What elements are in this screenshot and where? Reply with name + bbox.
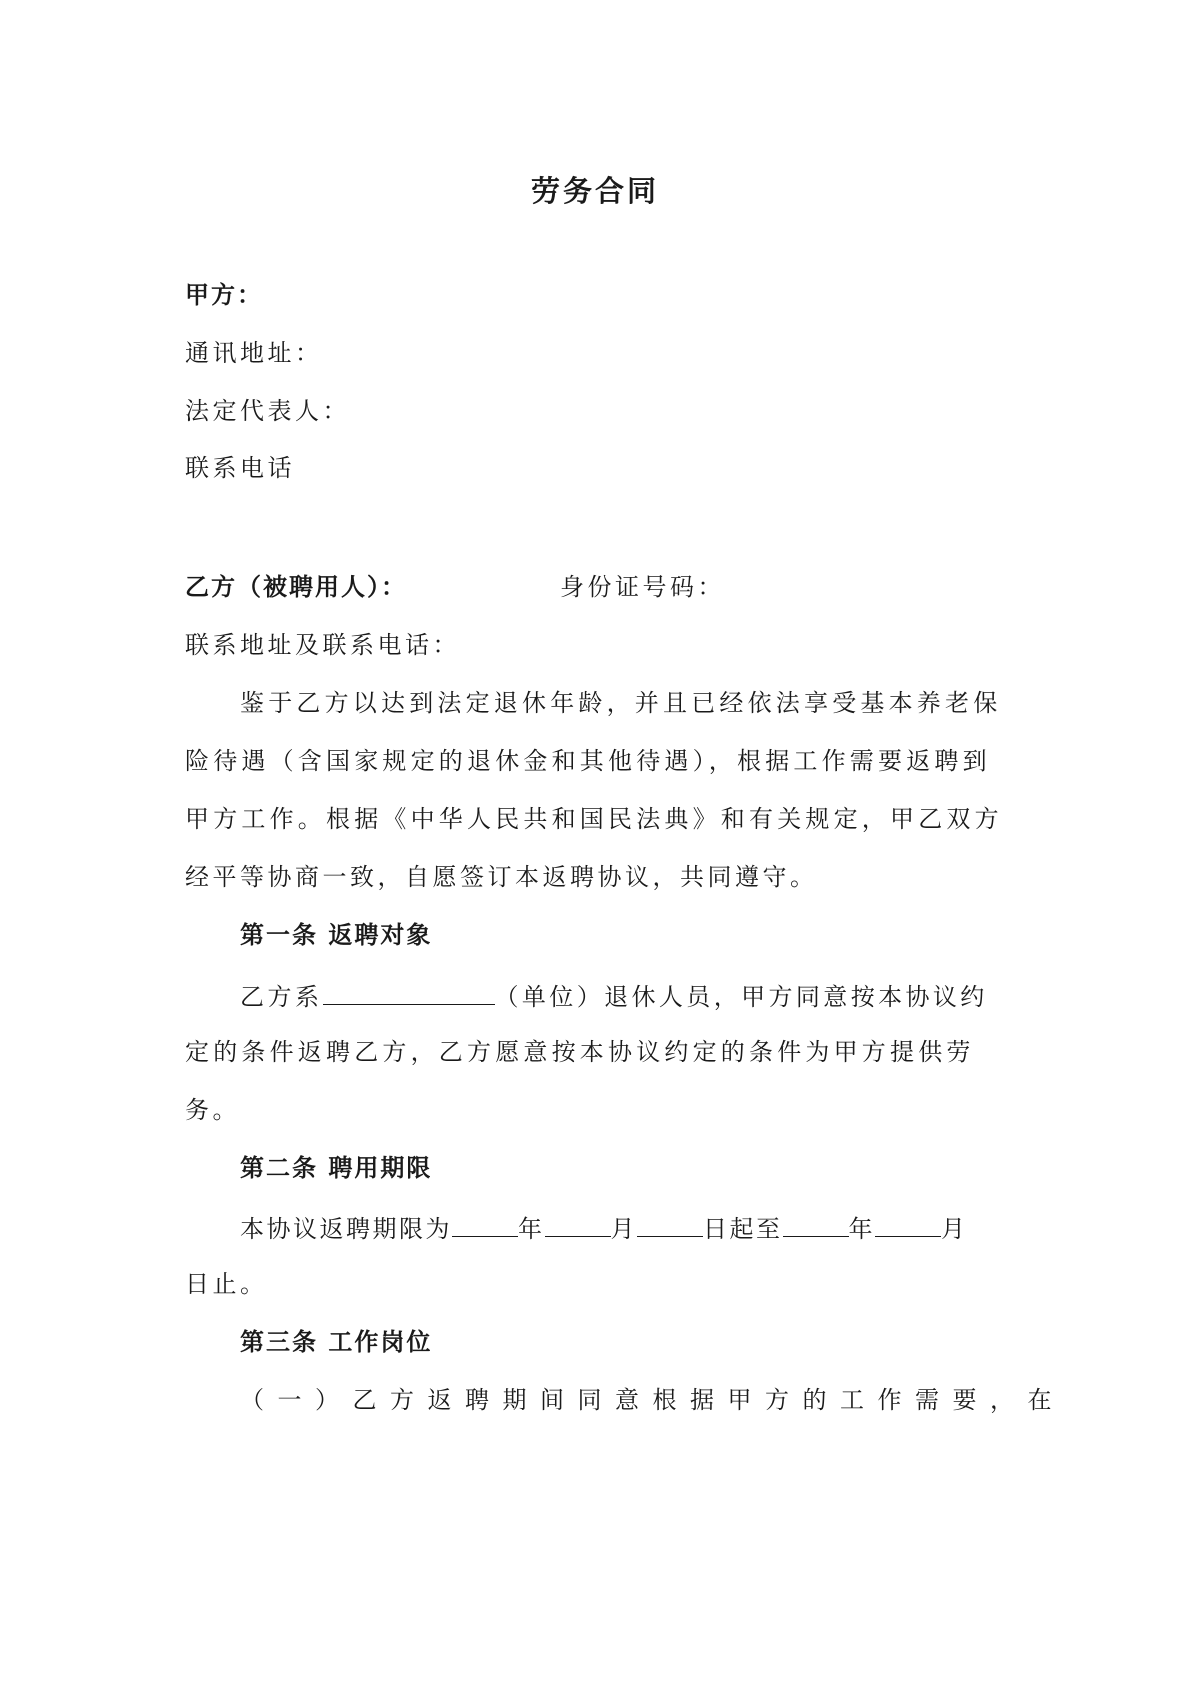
end-year-blank[interactable] — [783, 1210, 849, 1237]
party-b-id-label: 身份证号码： — [560, 573, 725, 601]
article-2-heading: 第二条 聘用期限 — [240, 1154, 433, 1182]
start-year-label: 年 — [518, 1215, 545, 1243]
party-a-address: 通讯地址： — [185, 339, 323, 367]
article-3-line-1: （一）乙方返聘期间同意根据甲方的工作需要，在 — [240, 1386, 1065, 1414]
preamble-line-3: 甲方工作。根据《中华人民共和国民法典》和有关规定，甲乙双方 — [185, 805, 1003, 833]
party-a-phone: 联系电话 — [185, 454, 295, 482]
preamble-line-1: 鉴于乙方以达到法定退休年龄，并且已经依法享受基本养老保 — [240, 689, 1002, 717]
article-1-line-3: 务。 — [185, 1096, 240, 1124]
start-day-blank[interactable] — [637, 1210, 703, 1237]
article-1-heading: 第一条 返聘对象 — [240, 921, 433, 949]
start-month-label: 月 — [610, 1215, 637, 1243]
article-2-prefix: 本协议返聘期限为 — [240, 1215, 452, 1243]
document-title: 劳务合同 — [530, 174, 659, 208]
article-1-line-2: 定的条件返聘乙方，乙方愿意按本协议约定的条件为甲方提供劳 — [185, 1038, 975, 1066]
party-b-label: 乙方（被聘用人）： — [185, 573, 407, 601]
article-1-suffix: （单位）退休人员，甲方同意按本协议约 — [494, 983, 988, 1011]
party-a-legal-rep: 法定代表人： — [185, 397, 350, 425]
end-month-label: 月 — [941, 1215, 968, 1243]
unit-blank[interactable] — [323, 978, 495, 1005]
preamble-line-2: 险待遇（含国家规定的退休金和其他待遇），根据工作需要返聘到 — [185, 747, 991, 775]
start-year-blank[interactable] — [452, 1210, 518, 1237]
article-2-line-2: 日止。 — [185, 1270, 268, 1298]
end-year-label: 年 — [848, 1215, 875, 1243]
article-2-line-1 — [240, 1210, 968, 1245]
end-month-blank[interactable] — [875, 1210, 941, 1237]
preamble-line-4: 经平等协商一致，自愿签订本返聘协议，共同遵守。 — [185, 863, 818, 891]
article-1-prefix: 乙方系 — [240, 983, 323, 1011]
article-1-line-1 — [240, 978, 988, 1013]
start-day-label: 日起至 — [703, 1215, 783, 1243]
article-3-heading: 第三条 工作岗位 — [240, 1328, 433, 1356]
party-a-label: 甲方： — [185, 281, 263, 309]
start-month-blank[interactable] — [545, 1210, 611, 1237]
party-b-contact: 联系地址及联系电话： — [185, 631, 460, 659]
